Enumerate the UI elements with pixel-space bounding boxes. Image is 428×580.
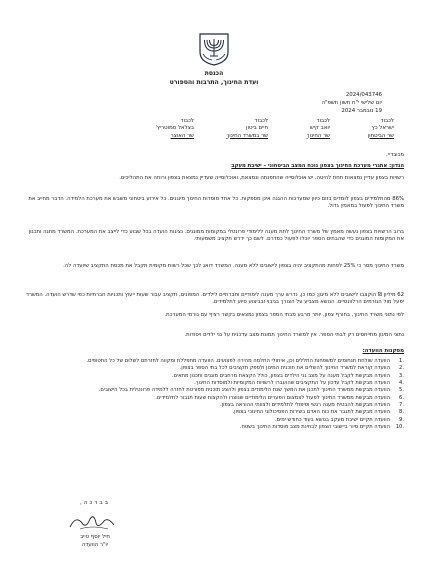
addressee-role: שר במשרד החינוך [226,132,268,139]
addressee-role: שר האוצר [170,132,194,139]
addressee-role: שר החינוך [306,132,330,139]
conclusion-item: .9 הוועדה תקיים ישיבת מעקב בנושא בעוד כחודש ימים. [274,416,404,423]
paragraph: 62 מיליון ₪ הוקצבו לישובים ללא מיגון; כמו כן, נדרש ערך מענה לימודיים וחברתיים לילדים. המפונים, תקציב עבור שעות ייעוץ ותכניות חברתיות כפי שדרש הועדה. המשרד יפעל מול הגורמים הרלוונטיים. הנושא מצביע על הצורך בגיבוי ובביצוע סיוע לתלמידים. [26,292,404,305]
closing: בברכה, [79,500,111,506]
committee-name: ועדת החינוך, התרבות והספורט [169,79,259,86]
addressee-role: שר הביטחון [367,132,394,139]
subject-label: הנדון: [389,163,404,169]
conclusion-item: .6 הוועדה מבקשת ממשרד החינוך לפעול לצמצום הפערים הלימודיים שנוצרו ולהקצות שעות תגבור לתלמידים. [155,394,404,401]
paragraph: משרד החינוך מסר כי 25% לפחות מהתקציב יהיה בצפון לישובים ללא מענה. המשרד דואג לכך שכל רשות מקומית תקבל את מכסת התקציב שיועדה לה. [63,263,404,269]
knesset-menorah-emblem [198,32,230,66]
paragraph: לפי נתוני משרד החינוך, בחורף צפון, יותר מרבע מבתי הספר בצפון נמצאים בקשר רציף עם גורמי המערכת. [164,312,404,318]
conclusion-item: .8 הוועדה מבקשת לתגבר את כוח האדם בשירות הפסיכולוגי החינוכי בצפון. [232,409,404,416]
subject-line [24,163,404,170]
addressee-name: יואב קיש [310,125,330,132]
conclusions-title: מסקנות הוועדה: [362,348,404,354]
paragraph: נתוני המיגון מתייחסים רק לבתי הספר. אין למשרד החינוך תמונת מצב עדכנית על גני ילדים ויסודות. [184,332,404,338]
signer-name: חיל יוסף טייב [80,534,110,540]
addressee-prefix: לכבוד [254,118,268,124]
addressee-name: בצלאל סמוטריץ' [155,125,194,132]
addressee-3 [206,118,268,140]
gregorian-date: 19 נובמבר 2024 [341,108,382,114]
salutation: מכובדיי, [386,152,404,158]
conclusion-item: .1 הוועדה שולחת תנחומים למשפחות החללים וכן, איחולי החלמה מהירה לפצועים. הוועדה מתפללת ומקווה לחזרתם לשלום של כל החטופים. [86,358,404,364]
conclusion-item: .3 הוועדה מבקשת לקבל מענה על מצב גני הילדים בצפון, כולל הקצאת מרחבים מוגנים ותכנון מתאים. [171,372,404,379]
paragraph: 86% מהתלמידים בצפון לומדים בזום כיוון שמערכות ההגנה אינן מספקות. כל אחד מוסדות החינוך מיוגנים. כל אירוע ביטחוני משבש את מערכת הלמידה. הדבר מחייב את משרד החינוך לפעול במאמץ גדול. [28,196,404,209]
conclusion-item: .5 הוועדה מבקשת ממשרד החינוך לתכנן את המשך שנת הלימודים בצפון ולהציג תוכנית מפורטת לחזרה ללמידה פרונטלית בכל הישובים. [98,387,404,394]
conclusion-item: .2 הוועדה קוראת למשרד החינוך להשלים את תוכנית המיגון ולספק תקציבים לכל בתי הספר בצפון. [179,365,404,372]
handwritten-signature [62,511,122,533]
subject-text: אתגרי מערכת החינוך בצפון נוכח המצב הביטחוני – ישיבת מעקב [231,163,388,169]
addressee-name: חיים ביטון [246,125,268,132]
paragraph: רשויות בצפון עדיין נמצאות תחת להיטה. יש אוכלוסייה שהתפנתה ונמצאת, ואוכלוסייה שעדיין נמצאת בצפון ורוחה את התהליכים. [119,175,404,181]
addressee-prefix: לכבוד [316,118,330,124]
addressee-name: ישראל כץ [371,125,394,132]
paragraph: ברוב הרשויות בצפון נעשה מאמץ של משרד החינוך לתת מענה ללימודי פרונטלי במקומות ממוגנים. נציגות הועדה בכל שבוע כדי לייצב את המערכת. המשרד מתנה ותכנון את המקומות המוגנים כדי שהבתים הספר יוכלו לפעול כסדרם. לשם כך ידרש תקציב משמעותי. [28,229,404,242]
conclusions-list [24,358,404,431]
conclusion-item: .10 הוועדה תקיים סיור ביישובי הצפון לבחינת מצב מוסדות החינוך בשטח. [239,424,404,431]
addressee-1 [342,118,394,140]
conclusion-item: .7 הוועדה מבקשת להבטיח מענה רגשי וטיפולי לתלמידים ולצוותי ההוראה בצפון. [220,402,404,409]
reference-number: 2024/043746 [345,92,382,98]
signer-role: יו"ר הוועדה [81,542,109,548]
addressee-prefix: לכבוד [180,118,194,124]
org-name: הכנסת [204,70,224,77]
addressee-2 [278,118,330,140]
addressee-4 [134,118,194,140]
addressee-prefix: לכבוד [380,118,394,124]
conclusion-item: .4 הוועדה מבקשת לקבל עדכון על התקציבים שהועברו לרשויות המקומיות ולמוסדות החינוך. [194,380,404,387]
hebrew-date: יום שלישי י"ח חשון תשפ"ה [321,100,382,106]
